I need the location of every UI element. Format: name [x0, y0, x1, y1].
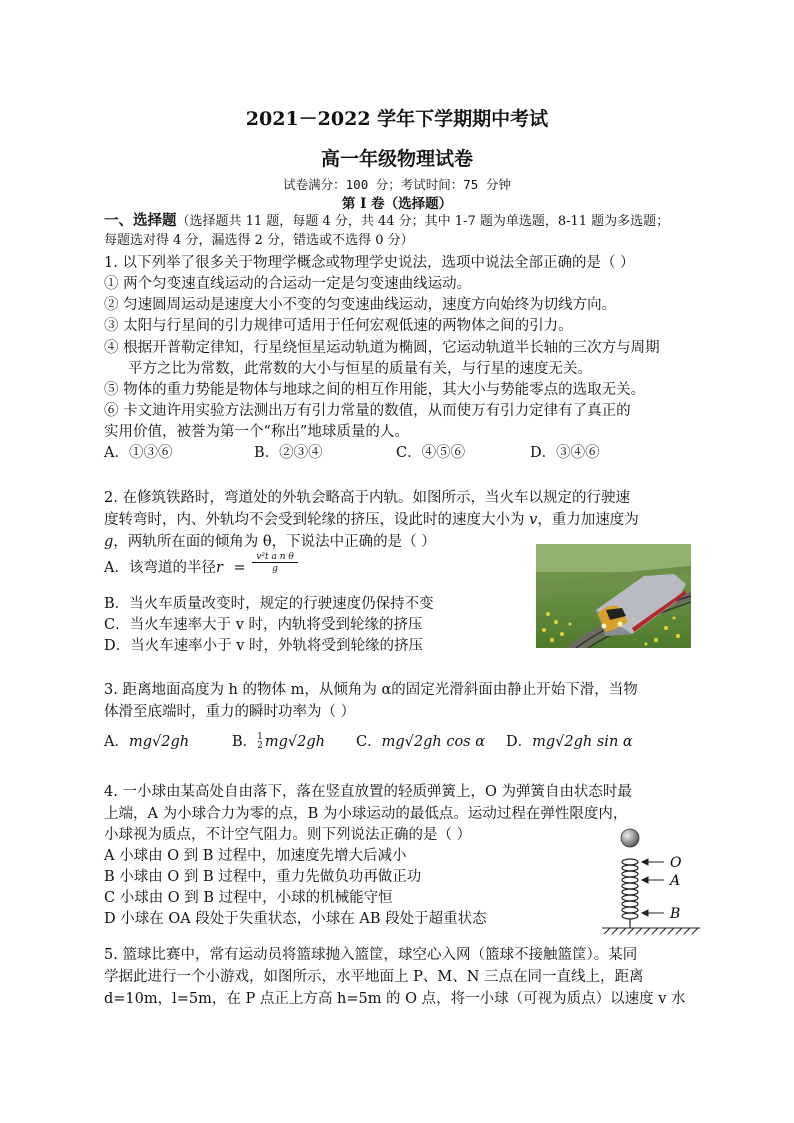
q4-option-c: C 小球由 O 到 B 过程中，小球的机械能守恒 [104, 890, 393, 906]
section-heading: 一、选择题 [104, 212, 177, 229]
section-heading-line [104, 211, 669, 232]
label-a: A [670, 873, 681, 889]
q1-statement-1: ① 两个匀变速直线运动的合运动一定是匀变速曲线运动。 [104, 276, 472, 292]
q2-stem-1: 2. 在修筑铁路时，弯道处的外轨会略高于内轨。如图所示，当火车以规定的行驶速 [104, 490, 630, 506]
train-photo-image [536, 544, 691, 648]
ground-hatching [602, 928, 700, 934]
part-heading: 第 I 卷（选择题） [341, 196, 453, 212]
q1-statement-3: ③ 太阳与行星间的引力规律可适用于任何宏观低速的两物体之间的引力。 [104, 318, 573, 334]
q2-fraction-numerator: v²t a n θ [252, 552, 297, 563]
q1-option-c: C．④⑤⑥ [396, 445, 466, 461]
q1-statement-2: ② 匀速圆周运动是速度大小不变的匀变速曲线运动，速度方向始终为切线方向。 [104, 297, 617, 313]
q2-option-d: D．当火车速率小于 v 时，外轨将受到轮缘的挤压 [104, 638, 424, 654]
ball-icon [621, 829, 639, 847]
exam-title: 2021－2022 学年下学期期中考试 [245, 108, 549, 130]
exam-meta: 试卷满分：100 分；考试时间：75 分钟 [283, 177, 511, 192]
q2-var-g: g [104, 534, 114, 550]
q1-options [104, 443, 600, 463]
spring-diagram [600, 824, 710, 939]
q3-option-a: A．mg√2gh [104, 734, 190, 750]
q3-stem-1: 3. 距离地面高度为 h 的物体 m，从倾角为 α的固定光滑斜面由静止开始下滑，当物 [104, 682, 638, 698]
q2-stem-2a: 度转弯时，内、外轨均不会受到轮缘的挤压，设此时的速度大小为 [104, 512, 525, 528]
q1-option-a: A．①③⑥ [104, 445, 173, 461]
q4-stem-2: 上端，A 为小球合力为零的点，B 为小球运动的最低点。运动过程在弹性限度内， [104, 806, 628, 822]
q5-stem-2: 学据此进行一个小游戏，如图所示，水平地面上 P、M、N 三点在同一直线上，距离 [104, 969, 644, 985]
section-note-2: 每题选对得 4 分，漏选得 2 分，错选或不选得 0 分） [104, 233, 414, 248]
q1-statement-5: ⑤ 物体的重力势能是物体与地球之间的相互作用能，其大小与势能零点的选取无关。 [104, 382, 646, 398]
q5-stem-1: 5. 篮球比赛中，常有运动员将篮球抛入篮筐，球空心入网（篮球不接触篮筐）。某同 [104, 947, 638, 963]
q3-option-b-fraction: 1 2 [257, 732, 263, 751]
q4-option-b: B 小球由 O 到 B 过程中，重力先做负功再做正功 [104, 869, 422, 885]
q2-stem-2b: ，重力加速度为 [537, 512, 639, 528]
q1-option-d: D．③④⑥ [530, 445, 600, 461]
q1-statement-6b: 实用价值，被誉为第一个“称出”地球质量的人。 [104, 424, 409, 440]
q2-equals: = [233, 560, 246, 576]
q2-var-v: v [529, 512, 538, 528]
q1-statement-4b: 平方之比为常数，此常数的大小与恒星的质量有关，与行星的速度无关。 [128, 361, 592, 377]
label-b: B [670, 906, 681, 922]
q3-stem-2: 体滑至底端时，重力的瞬时功率为（ ） [104, 704, 356, 720]
q4-option-a: A 小球由 O 到 B 过程中，加速度先增大后减小 [104, 848, 407, 864]
q2-fraction [252, 551, 297, 575]
q3-option-c: C．mg√2gh cos α [356, 734, 486, 750]
q4-stem-3: 小球视为质点，不计空气阻力。则下列说法正确的是（ ） [104, 827, 472, 843]
q3-option-b: B． 1 2 mg√2gh [232, 732, 326, 751]
q4-option-d: D 小球在 OA 段处于失重状态，小球在 AB 段处于超重状态 [104, 911, 487, 927]
q2-stem-3 [104, 532, 436, 552]
q2-option-a-label: A．该弯道的半径 [104, 560, 216, 576]
exam-subtitle: 高一年级物理试卷 [320, 148, 473, 170]
section-note-1: （选择题共 11 题，每题 4 分，共 44 分；其中 1-7 题为单选题，8-11 题为多选题； [176, 214, 670, 229]
q3-options [104, 732, 633, 752]
q2-option-c: C．当火车速率大于 v 时，内轨将受到轮缘的挤压 [104, 617, 423, 633]
q2-option-b: B．当火车质量改变时，规定的行驶速度仍保持不变 [104, 596, 434, 612]
q1-statement-4a: ④ 根据开普勒定律知，行星绕恒星运动轨道为椭圆，它运动轨道半长轴的三次方与周期 [104, 340, 660, 356]
label-o: O [670, 855, 682, 871]
q4-stem-1: 4. 一小球由某高处自由落下，落在竖直放置的轻质弹簧上，O 为弹簧自由状态时最 [104, 784, 632, 800]
q2-var-r: r [215, 560, 223, 576]
q1-option-b: B．②③④ [254, 445, 323, 461]
q2-stem-2 [104, 510, 639, 530]
train-photo [536, 544, 691, 648]
spring-diagram-image [600, 824, 710, 939]
position-arrows [642, 859, 664, 916]
q1-statement-6a: ⑥ 卡文迪许用实验方法测出万有引力常量的数值，从而使万有引力定律有了真正的 [104, 403, 631, 419]
q2-option-a [104, 551, 298, 578]
q2-stem-3-text: ，两轨所在面的倾角为 θ，下说法中正确的是（ ） [113, 534, 436, 550]
q3-option-d: D．mg√2gh sin α [506, 734, 633, 750]
q2-fraction-denominator: g [272, 563, 278, 574]
spring-coil [622, 859, 638, 928]
q5-stem-3: d=10m，l=5m，在 P 点正上方高 h=5m 的 O 点，将一小球（可视为质点）以速度 v 水 [104, 991, 686, 1007]
q1-stem: 1. 以下列举了很多关于物理学概念或物理学史说法，选项中说法全部正确的是（ ） [104, 255, 635, 271]
